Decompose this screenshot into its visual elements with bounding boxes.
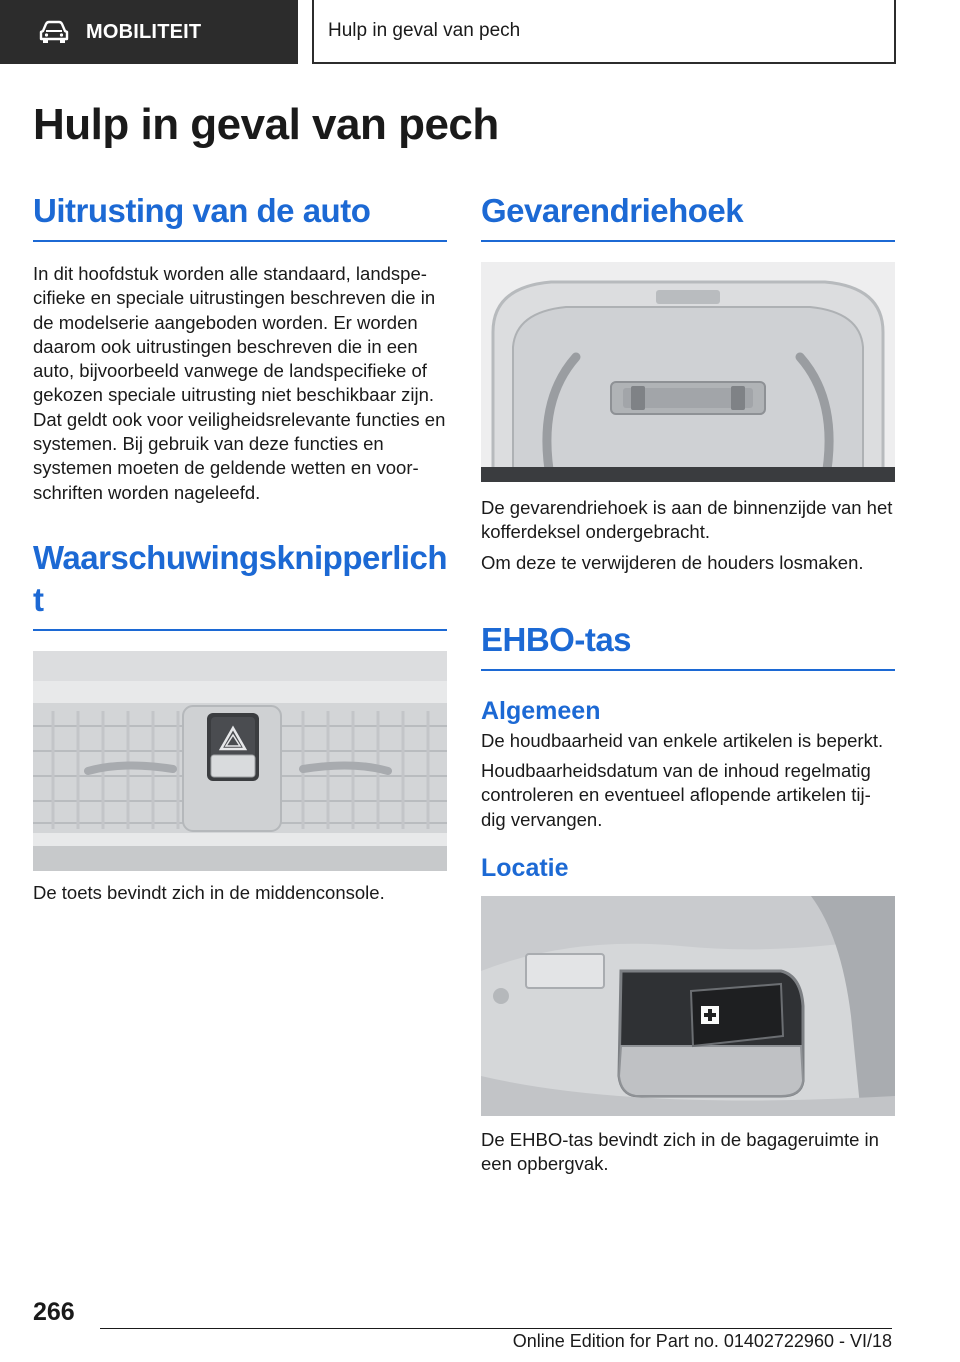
chapter-label: Hulp in geval van pech (328, 20, 521, 41)
general-text-2: Houdbaarheidsdatum van de inhoud regelmatig controleren en eventueel aflopende artikelen tij-dig vervangen. (481, 760, 871, 830)
hazard-switch-image (33, 651, 447, 871)
general-subheading: Algemeen (481, 696, 601, 725)
section-label: MOBILITEIT (86, 20, 202, 43)
chapter-tab (312, 0, 896, 64)
equipment-text: In dit hoofdstuk worden alle standaard, landspe-cifieke en speciale uitrustingen beschreven die in de modelserie aangeboden worden. Er worden daarom ook uitrustingen beschreven die in een auto, bijvoorbeeld vanwege de landspecifieke of gekozen speciale uitrusting niet beschikbaar zijn. Dat geldt ook voor veiligheidsrelevante functies en systemen. Bij gebruik van deze functies en systemen moeten de geldende wetten en voor-schriften worden nageleefd. (33, 263, 446, 503)
warning-triangle-image (481, 262, 895, 482)
triangle-text-2: Om deze te verwijderen de houders losmaken. (481, 551, 864, 573)
first-aid-kit-image (481, 896, 895, 1116)
footer-divider (100, 1328, 892, 1329)
car-icon (38, 20, 70, 44)
right-column (481, 190, 895, 1177)
page-number: 266 (33, 1298, 75, 1326)
section-tab (0, 0, 298, 64)
left-column (33, 190, 447, 905)
triangle-heading: Gevarendriehoek (481, 190, 895, 242)
triangle-text-1: De gevarendriehoek is aan de binnenzijde van het kofferdeksel ondergebracht. (481, 497, 893, 543)
hazard-heading: Waarschuwingsknipperlich t (33, 537, 447, 631)
page-title: Hulp in geval van pech (33, 100, 499, 149)
equipment-heading: Uitrusting van de auto (33, 190, 447, 242)
location-subheading: Locatie (481, 854, 569, 883)
firstaid-heading: EHBO-tas (481, 619, 895, 671)
edition-note: Online Edition for Part no. 01402722960 - VI/18 (512, 1331, 892, 1351)
location-text: De EHBO-tas bevindt zich in de bagageruimte in een opbergvak. (481, 1129, 879, 1175)
general-text-1: De houdbaarheid van enkele artikelen is beperkt. (481, 729, 884, 751)
hazard-caption: De toets bevindt zich in de middenconsole. (33, 881, 385, 903)
